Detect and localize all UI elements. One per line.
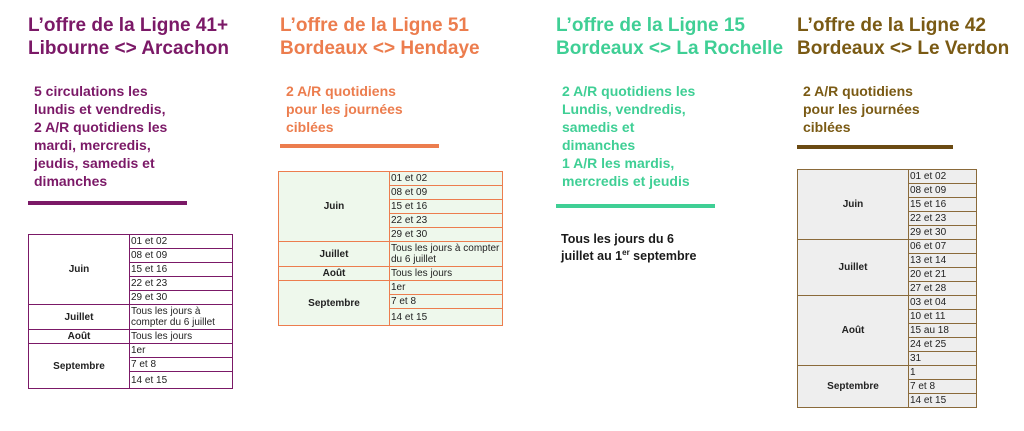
note-text: juillet au 1: [561, 249, 623, 263]
day-cell: 24 et 25: [909, 338, 977, 352]
day-cell: 1er: [130, 344, 233, 358]
title-route: Bordeaux <> Le Verdon: [797, 38, 1010, 59]
day-cell: 06 et 07: [909, 240, 977, 254]
day-cell: 14 et 15: [909, 394, 977, 408]
title-route: Bordeaux <> La Rochelle: [556, 38, 784, 59]
line-42-divider: [797, 145, 953, 149]
month-cell: Août: [29, 330, 130, 344]
day-cell: 20 et 21: [909, 268, 977, 282]
title-route: Libourne <> Arcachon: [28, 38, 229, 59]
day-cell: Tous les jours à compter du 6 juillet: [130, 305, 233, 330]
table-row: [29, 330, 233, 344]
day-cell: 29 et 30: [909, 226, 977, 240]
line-15-description: [562, 82, 695, 190]
day-cell: 7 et 8: [909, 380, 977, 394]
day-cell: 15 au 18: [909, 324, 977, 338]
month-cell: Juin: [279, 172, 390, 242]
day-cell: 1: [909, 366, 977, 380]
table-row: [29, 235, 233, 249]
day-cell: 7 et 8: [390, 295, 503, 309]
desc-line: dimanches: [562, 137, 636, 153]
month-cell: Août: [798, 296, 909, 366]
day-cell: Tous les jours à compter du 6 juillet: [390, 242, 503, 267]
line-41-description: [34, 82, 167, 190]
line-15-divider: [556, 204, 715, 208]
table-row: [798, 240, 977, 254]
day-cell: 08 et 09: [390, 186, 503, 200]
day-cell: 1er: [390, 281, 503, 295]
day-cell: Tous les jours: [390, 267, 503, 281]
table-row: [798, 170, 977, 184]
line-41-title: [28, 14, 229, 60]
day-cell: 01 et 02: [909, 170, 977, 184]
day-cell: 14 et 15: [130, 372, 233, 389]
month-cell: Juin: [798, 170, 909, 240]
desc-line: 2 A/R quotidiens les: [562, 83, 696, 99]
table-row: [279, 267, 503, 281]
month-cell: Septembre: [798, 366, 909, 408]
table-row: [798, 366, 977, 380]
day-cell: 22 et 23: [909, 212, 977, 226]
note-line: Tous les jours du 6: [561, 232, 674, 246]
title-line: L’offre de la Ligne 42: [797, 15, 986, 36]
line-42-description: [803, 82, 920, 136]
month-cell: Septembre: [279, 281, 390, 326]
day-cell: 15 et 16: [390, 200, 503, 214]
desc-line: samedis et: [562, 119, 635, 135]
title-line: L’offre de la Ligne 15: [556, 15, 745, 36]
desc-line: ciblées: [286, 119, 334, 135]
day-cell: 14 et 15: [390, 309, 503, 326]
day-cell: 10 et 11: [909, 310, 977, 324]
desc-line: 2 A/R quotidiens: [286, 83, 396, 99]
day-cell: 15 et 16: [130, 263, 233, 277]
day-cell: 22 et 23: [390, 214, 503, 228]
title-line: L’offre de la Ligne 41+: [28, 15, 229, 36]
line-51-title: [280, 14, 480, 60]
month-cell: Juillet: [29, 305, 130, 330]
line-15-service-note: [561, 231, 696, 265]
desc-line: pour les journées: [286, 101, 403, 117]
desc-line: 2 A/R quotidiens les: [34, 119, 168, 135]
desc-line: dimanches: [34, 173, 108, 189]
desc-line: mercredis et jeudis: [562, 173, 690, 189]
table-row: [29, 305, 233, 330]
line-42-schedule-table: [797, 169, 977, 408]
day-cell: 01 et 02: [130, 235, 233, 249]
day-cell: Tous les jours: [130, 330, 233, 344]
day-cell: 08 et 09: [130, 249, 233, 263]
desc-line: 5 circulations les: [34, 83, 148, 99]
line-51-schedule-table: [278, 171, 503, 326]
line-15-title: [556, 14, 783, 60]
day-cell: 15 et 16: [909, 198, 977, 212]
title-line: L’offre de la Ligne 51: [280, 15, 469, 36]
table-row: [279, 281, 503, 295]
day-cell: 22 et 23: [130, 277, 233, 291]
table-row: [798, 296, 977, 310]
day-cell: 29 et 30: [130, 291, 233, 305]
note-line: [561, 248, 696, 265]
table-row: [279, 172, 503, 186]
line-41-schedule-table: [28, 234, 233, 389]
desc-line: Lundis, vendredis,: [562, 101, 686, 117]
desc-line: lundis et vendredis,: [34, 101, 166, 117]
day-cell: 31: [909, 352, 977, 366]
desc-line: pour les journées: [803, 101, 920, 117]
desc-line: mardi, mercredis,: [34, 137, 151, 153]
line-51-description: [286, 82, 403, 136]
table-row: [29, 344, 233, 358]
line-41-divider: [28, 201, 187, 205]
line-42-title: [797, 14, 1009, 60]
day-cell: 13 et 14: [909, 254, 977, 268]
day-cell: 01 et 02: [390, 172, 503, 186]
month-cell: Août: [279, 267, 390, 281]
note-text: septembre: [629, 249, 697, 263]
month-cell: Septembre: [29, 344, 130, 389]
month-cell: Juin: [29, 235, 130, 305]
table-row: [279, 242, 503, 267]
desc-line: 2 A/R quotidiens: [803, 83, 913, 99]
desc-line: ciblées: [803, 119, 851, 135]
month-cell: Juillet: [798, 240, 909, 296]
day-cell: 29 et 30: [390, 228, 503, 242]
note-superscript: er: [622, 247, 630, 257]
day-cell: 03 et 04: [909, 296, 977, 310]
line-51-divider: [280, 144, 439, 148]
day-cell: 08 et 09: [909, 184, 977, 198]
day-cell: 27 et 28: [909, 282, 977, 296]
day-cell: 7 et 8: [130, 358, 233, 372]
title-route: Bordeaux <> Hendaye: [280, 38, 480, 59]
desc-line: jeudis, samedis et: [34, 155, 155, 171]
desc-line: 1 A/R les mardis,: [562, 155, 675, 171]
month-cell: Juillet: [279, 242, 390, 267]
